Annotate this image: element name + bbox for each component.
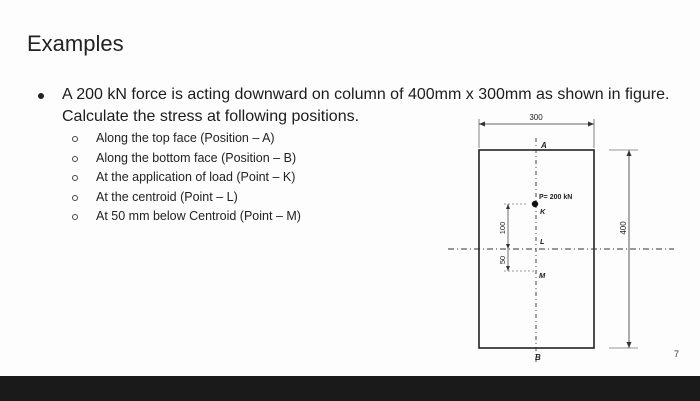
- hollow-bullet-icon: [72, 195, 78, 201]
- arrowhead-icon: [588, 122, 594, 127]
- arrowhead-icon: [506, 244, 510, 249]
- column-diagram: [446, 108, 676, 370]
- hollow-bullet-icon: [72, 214, 78, 220]
- arrowhead-icon: [627, 150, 632, 156]
- arrowhead-icon: [627, 342, 632, 348]
- arrowhead-icon: [506, 204, 510, 209]
- point-k-label: K: [540, 207, 546, 216]
- dim-100-label: 100: [498, 221, 507, 235]
- position-item-l: At the centroid (Point – L): [72, 188, 301, 208]
- hollow-bullet-icon: [72, 175, 78, 181]
- position-item-k: At the application of load (Point – K): [72, 168, 301, 188]
- position-item-b: Along the bottom face (Position – B): [72, 149, 301, 169]
- hollow-bullet-icon: [72, 156, 78, 162]
- bullet-dot: [38, 93, 44, 99]
- problem-statement: A 200 kN force is acting downward on column of 400mm x 300mm as shown in figure. Calculate the stress at following positions.: [62, 86, 670, 125]
- height-label: 400: [619, 221, 628, 235]
- hollow-bullet-icon: [72, 136, 78, 142]
- position-item-a: Along the top face (Position – A): [72, 129, 301, 149]
- load-label: P= 200 kN: [539, 194, 573, 201]
- point-l-label: L: [540, 237, 545, 246]
- point-m-label: M: [539, 271, 546, 280]
- slide-title: Examples: [27, 31, 124, 56]
- page-number: 7: [674, 349, 680, 359]
- arrowhead-icon: [506, 266, 510, 271]
- bottom-bar: [0, 376, 700, 401]
- point-b-label: B: [535, 353, 541, 362]
- point-a-label: A: [541, 141, 547, 150]
- arrowhead-icon: [479, 122, 485, 127]
- width-label: 300: [529, 113, 543, 122]
- position-item-m: At 50 mm below Centroid (Point – M): [72, 207, 301, 227]
- positions-list: [72, 129, 301, 227]
- dim-50-label: 50: [498, 255, 507, 265]
- load-point-dot: [532, 201, 538, 207]
